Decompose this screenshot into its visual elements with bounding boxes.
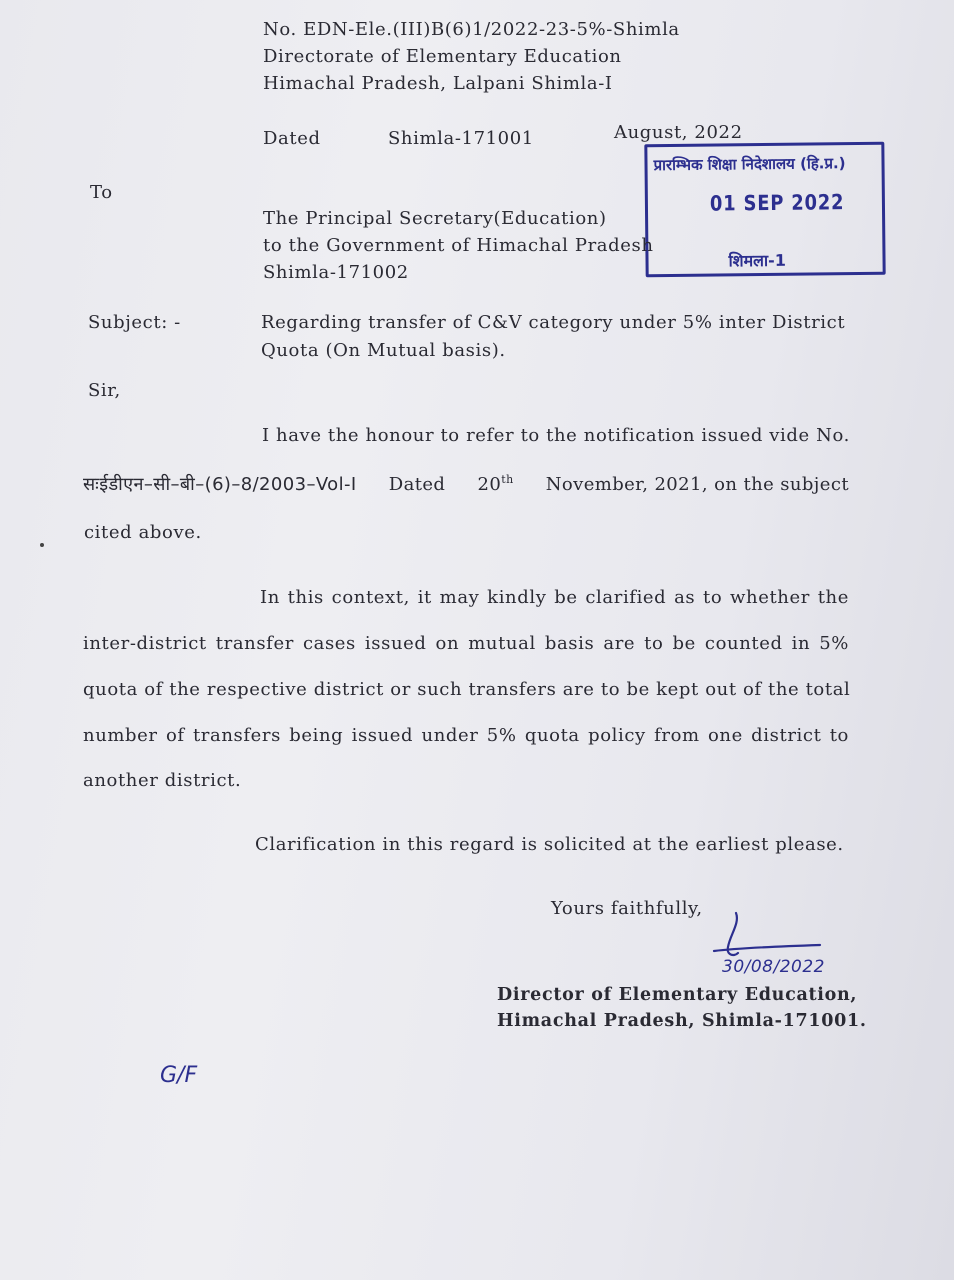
reference-number: No. EDN-Ele.(III)B(6)1/2022-23-5%-Shimla [263, 19, 680, 40]
to-label: To [90, 182, 113, 203]
para1-line-3: cited above. [84, 522, 202, 543]
office-name: Directorate of Elementary Education [263, 46, 622, 67]
para2-line-4: number of transfers being issued under 5% quota policy from one district to [83, 725, 849, 746]
dated-word: Dated [388, 474, 446, 495]
addressee-line-2: to the Government of Himachal Pradesh [263, 235, 654, 256]
para2-line-5: another district. [83, 770, 242, 791]
margin-note: G/F [160, 1063, 198, 1088]
subject-line-1: Regarding transfer of C&V category under 5% inter District [261, 312, 846, 333]
signatory-line-2: Himachal Pradesh, Shimla-171001. [497, 1011, 867, 1031]
stamp-date: 01 SEP 2022 [709, 190, 845, 216]
office-address: Himachal Pradesh, Lalpani Shimla-I [263, 73, 613, 94]
dated-place: Shimla-171001 [388, 128, 534, 149]
receipt-stamp [644, 142, 885, 278]
notification-day: 20th [477, 473, 514, 495]
subject-label: Subject: - [88, 312, 181, 333]
stamp-office: प्रारम्भिक शिक्षा निदेशालय (हि.प्र.) [653, 154, 846, 175]
dated-date: August, 2022 [614, 122, 743, 143]
para3: Clarification in this regard is solicited at the earliest please. [255, 834, 844, 855]
stamp-city: शिमला-1 [728, 250, 786, 271]
para2-line-3: quota of the respective district or such transfers are to be kept out of the total [83, 679, 851, 700]
para1-line-2-rest: November, 2021, on the subject [545, 474, 849, 495]
notification-number: सःईडीएन–सी–बी–(6)–8/2003–Vol-I [83, 474, 357, 495]
para1-line-2 [83, 472, 849, 496]
subject-line-2: Quota (On Mutual basis). [261, 340, 506, 361]
para1-line-1: I have the honour to refer to the notification issued vide No. [262, 425, 850, 446]
salutation: Sir, [88, 380, 121, 401]
dated-label: Dated [263, 128, 321, 149]
para2-line-1: In this context, it may kindly be clarified as to whether the [260, 587, 849, 608]
closing: Yours faithfully, [551, 898, 703, 919]
para2-line-2: inter-district transfer cases issued on mutual basis are to be counted in 5% [83, 633, 849, 654]
addressee-line-3: Shimla-171002 [263, 262, 409, 283]
signature-date: 30/08/2022 [722, 957, 825, 977]
signatory-line-1: Director of Elementary Education, [497, 985, 858, 1005]
ink-dot [40, 543, 44, 547]
addressee-line-1: The Principal Secretary(Education) [263, 208, 607, 229]
